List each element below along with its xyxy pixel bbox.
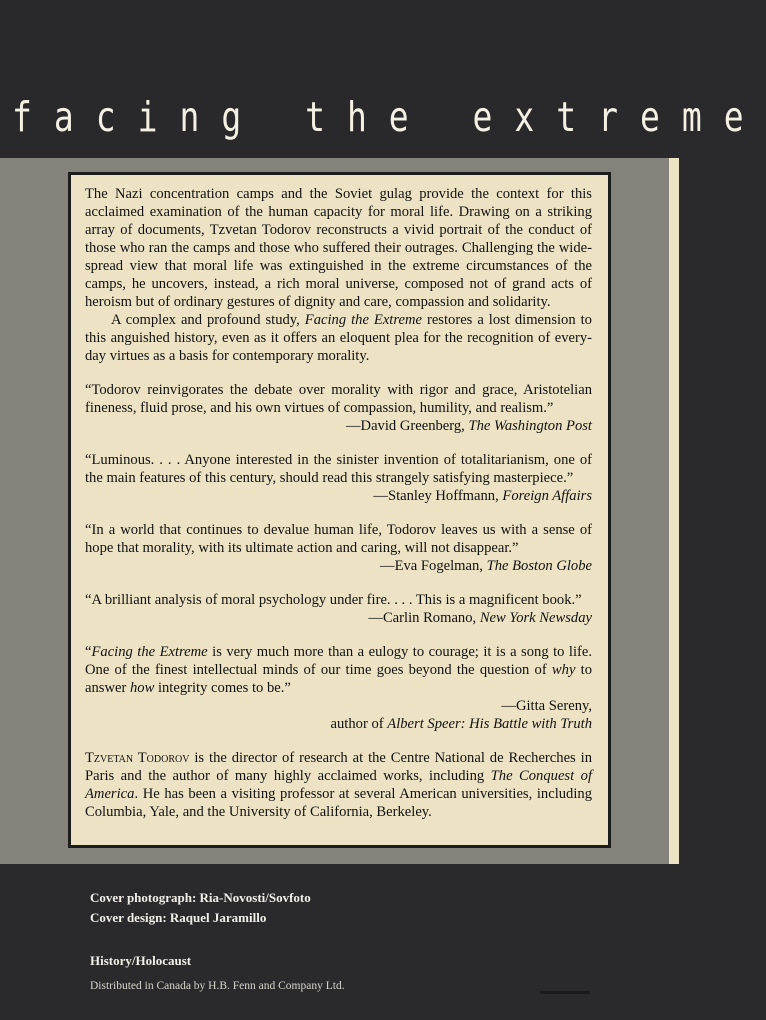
right-edge-strip <box>669 158 679 864</box>
review-attribution: —Gitta Sereny, <box>501 698 592 714</box>
review-attribution: —Carlin Romano, New York Newsday <box>368 610 592 626</box>
book-title: facing the extreme <box>12 92 766 141</box>
review-attribution: —Stanley Hoffmann, Foreign Affairs <box>373 488 592 504</box>
description-panel <box>68 172 611 848</box>
review-romano: “A brilliant analysis of moral psychology under fire. . . . This is a magnificent book.” —Carlin Romano, New York Newsday <box>85 592 592 626</box>
review-sereny: “Facing the Extreme is very much more than a eulogy to courage; it is a song to life. One of the finest intellectual minds of our time goes beyond the question of why to answer how integrity comes to be.” —Gitta Sereny, author of Albert Speer: His Battle with Truth <box>85 644 593 732</box>
review-attribution: —David Greenberg, The Washington Post <box>345 418 592 434</box>
author-name: Tzvetan Todorov <box>85 750 190 766</box>
review-hoffmann: “Luminous. . . . Anyone interested in the sinister invention of totalitarianism, one of the main features of this century, should read this strangely satisfying masterpiece.” —Stanley Hoffmann, Foreign Affairs <box>85 452 592 504</box>
distribution-note: Distributed in Canada by H.B. Fenn and Company Ltd. <box>90 980 345 992</box>
footer-band <box>0 864 679 1020</box>
review-attribution: —Eva Fogelman, The Boston Globe <box>379 558 592 574</box>
category-label: History/Holocaust <box>90 953 192 968</box>
review-credit: author of Albert Speer: His Battle with Truth <box>330 716 592 732</box>
review-fogelman: “In a world that continues to devalue human life, Todorov leaves us with a sense of hope that morality, with its ultimate action and caring, will not disappear.” —Eva Fogelman, The Boston Globe <box>85 522 592 574</box>
divider-mark <box>540 991 590 994</box>
design-credit: Cover design: Raquel Jaramillo <box>90 910 267 925</box>
intro-paragraph: The Nazi concentration camps and the Soviet gulag provide the context for this acclaimed examination of the human capacity for moral life. Drawing on a striking array of documents, Tzvetan Todorov reconstructs a vivid portrait of the conduct of those who ran the camps and those who suffered their outrages. Challenging the wide-spread view that moral life was extinguished in the extreme circumstances of the camps, he uncovers, instead, a rich moral universe, composed not of grand acts of heroism but of ordinary gestures of dignity and care, compassion and solidarity. <box>85 186 592 310</box>
photo-credit: Cover photograph: Ria-Novosti/Sovfoto <box>90 890 311 905</box>
review-greenberg: “Todorov reinvigorates the debate over morality with rigor and grace, Aristotelian fineness, fluid prose, and his own virtues of compassion, humility, and realism.” —David Greenberg, The Washington Post <box>85 382 592 434</box>
author-bio: Tzvetan Todorov is the director of research at the Centre National de Recherches in Paris and the author of many highly acclaimed works, including The Conquest of America. He has been a visiting professor at several American universities, including Columbia, Yale, and the University of California, Berkeley. <box>85 750 592 820</box>
intro-paragraph-2: A complex and profound study, Facing the Extreme restores a lost dimension to this anguished history, even as it offers an eloquent plea for the recognition of every-day virtues as a basis for contemporary morality. <box>85 312 592 364</box>
